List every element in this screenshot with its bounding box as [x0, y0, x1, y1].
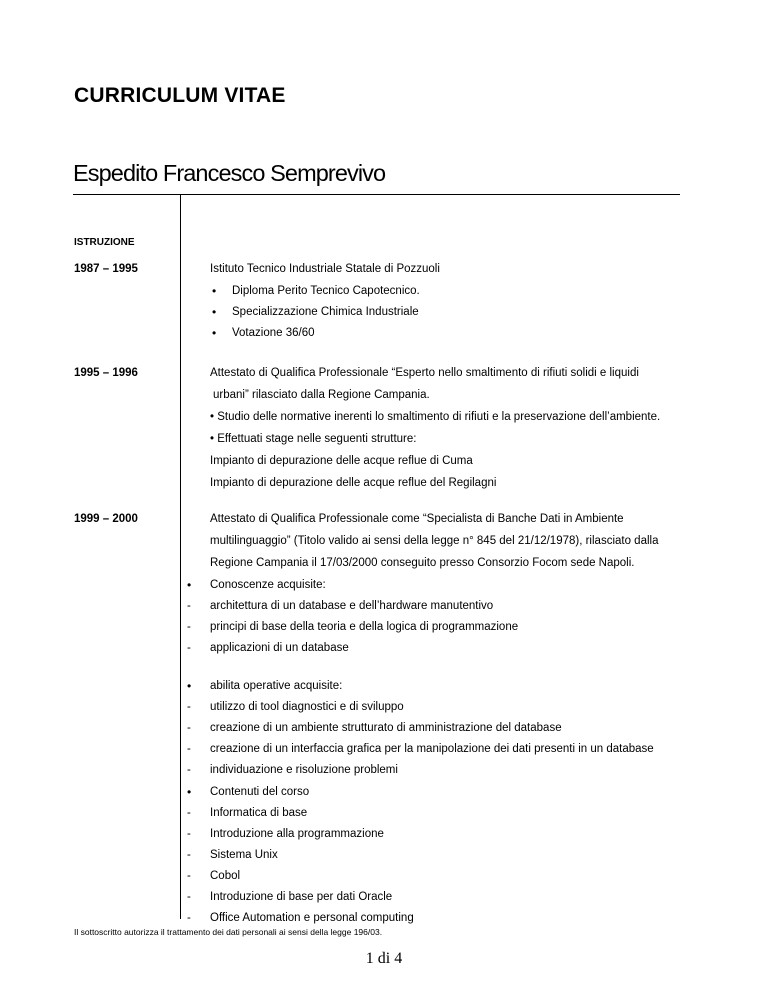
list-item: Introduzione alla programmazione [210, 828, 384, 840]
dash-icon: - [187, 870, 191, 882]
entry-institution: Istituto Tecnico Industriale Statale di Pozzuoli [210, 263, 440, 275]
list-item: Introduzione di base per dati Oracle [210, 891, 393, 903]
list-item: architettura di un database e dell’hardware manutentivo [210, 600, 494, 612]
page-number: 1 di 4 [365, 950, 403, 967]
section-heading-istruzione: ISTRUZIONE [74, 237, 135, 248]
list-item: creazione di un ambiente strutturato di amministrazione del database [210, 722, 562, 734]
bullet-icon: • [187, 785, 192, 799]
vertical-divider [180, 194, 181, 919]
bullet-icon: • [212, 305, 217, 319]
entry-date: 1999 – 2000 [74, 513, 138, 525]
entry-line: multilinguaggio” (Titolo valido ai sensi della legge n° 845 del 21/12/1978), rilasciato dalla [210, 535, 659, 547]
dash-icon: - [187, 722, 191, 734]
group-heading: abilita operative acquisite: [210, 680, 343, 692]
person-name: Espedito Francesco Semprevivo [73, 160, 386, 186]
list-item: Office Automation e personal computing [210, 912, 414, 924]
group-heading: Conoscenze acquisite: [210, 579, 326, 591]
dash-icon: - [187, 621, 191, 633]
bullet-icon: • [212, 326, 217, 340]
dash-icon: - [187, 600, 191, 612]
entry-line: Attestato di Qualifica Professionale “Esperto nello smaltimento di rifiuti solidi e liquidi [210, 367, 639, 379]
entry-date: 1987 – 1995 [74, 263, 138, 275]
list-item: Cobol [210, 870, 241, 882]
list-item: Sistema Unix [210, 849, 278, 861]
list-item: utilizzo di tool diagnostici e di sviluppo [210, 701, 404, 713]
dash-icon: - [187, 912, 191, 924]
dash-icon: - [187, 743, 191, 755]
entry-line: Attestato di Qualifica Professionale come “Specialista di Banche Dati in Ambiente [210, 513, 624, 525]
entry-line: Impianto di depurazione delle acque reflue di Cuma [210, 455, 473, 467]
list-item: creazione di un interfaccia grafica per la manipolazione dei dati presenti in un database [210, 743, 654, 755]
dash-icon: - [187, 849, 191, 861]
list-item: • Studio delle normative inerenti lo smaltimento di rifiuti e la preservazione dell’ambiente. [210, 411, 661, 423]
list-item: principi di base della teoria e della logica di programmazione [210, 621, 519, 633]
bullet-icon: • [212, 284, 217, 298]
entry-line: Impianto di depurazione delle acque reflue del Regilagni [210, 477, 497, 489]
entry-line: urbani” rilasciato dalla Regione Campania. [213, 389, 430, 401]
dash-icon: - [187, 701, 191, 713]
horizontal-rule [73, 194, 680, 195]
bullet-icon: • [187, 578, 192, 592]
list-item: Specializzazione Chimica Industriale [232, 306, 419, 318]
list-item: Informatica di base [210, 807, 308, 819]
dash-icon: - [187, 891, 191, 903]
list-item: Votazione 36/60 [232, 327, 315, 339]
dash-icon: - [187, 807, 191, 819]
dash-icon: - [187, 642, 191, 654]
list-item: Diploma Perito Tecnico Capotecnico. [232, 285, 420, 297]
list-item: individuazione e risoluzione problemi [210, 764, 398, 776]
dash-icon: - [187, 828, 191, 840]
group-heading: Contenuti del corso [210, 786, 310, 798]
bullet-icon: • [187, 679, 192, 693]
list-item: • Effettuati stage nelle seguenti strutture: [210, 433, 417, 445]
entry-date: 1995 – 1996 [74, 367, 138, 379]
dash-icon: - [187, 764, 191, 776]
document-title: CURRICULUM VITAE [74, 84, 286, 107]
list-item: applicazioni di un database [210, 642, 349, 654]
privacy-footer: Il sottoscritto autorizza il trattamento dei dati personali ai sensi della legge 196/03. [74, 927, 383, 937]
entry-line: Regione Campania il 17/03/2000 conseguito presso Consorzio Focom sede Napoli. [210, 557, 635, 569]
